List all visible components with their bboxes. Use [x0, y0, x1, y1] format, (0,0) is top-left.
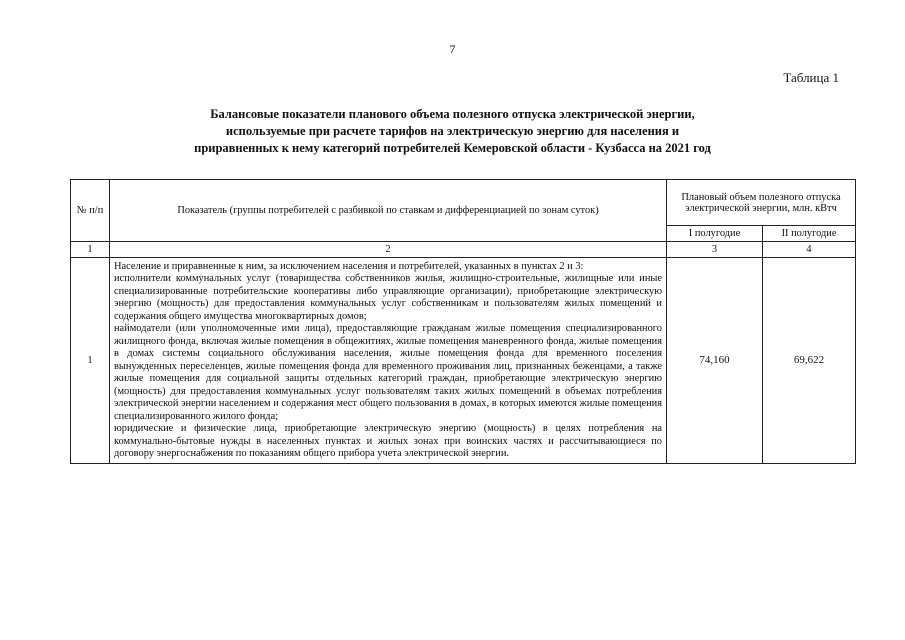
- header-half-1: I полугодие: [667, 226, 763, 242]
- column-number: 4: [763, 242, 856, 258]
- row-indicator-text: [110, 258, 667, 464]
- table-row: [71, 258, 856, 464]
- column-number: 2: [110, 242, 667, 258]
- header-no: № п/п: [71, 180, 110, 242]
- column-number: 1: [71, 242, 110, 258]
- value-half-1: 74,160: [667, 258, 763, 464]
- title-line: Балансовые показатели планового объема полезного отпуска электрической энергии,: [210, 107, 695, 121]
- title-line: используемые при расчете тарифов на электрическую энергию для населения и: [225, 124, 680, 138]
- header-half-2: II полугодие: [763, 226, 856, 242]
- column-number-row: [71, 242, 856, 258]
- document-title: [100, 106, 805, 157]
- table-header-row: [71, 180, 856, 226]
- row-number: 1: [71, 258, 110, 464]
- title-line: приравненных к нему категорий потребителей Кемеровской области - Кузбасса на 2021 год: [194, 141, 711, 155]
- indicator-paragraph: юридические и физические лица, приобретающие электрическую энергию (мощность) в целях потребления на коммунально-бытовые нужды в населенных пунктах и жилых зонах при воинских частях и рассчитывающиеся по договору энергоснабжения по показаниям общего прибора учета электрической энергии.: [114, 423, 662, 459]
- balance-table: [70, 179, 856, 464]
- header-indicator: Показатель (группы потребителей с разбивкой по ставкам и дифференциацией по зонам суток): [110, 180, 667, 242]
- page-number: 7: [449, 42, 456, 56]
- value-half-2: 69,622: [763, 258, 856, 464]
- header-volume: Плановый объем полезного отпуска электрической энергии, млн. кВтч: [667, 180, 856, 226]
- indicator-paragraph: исполнители коммунальных услуг (товарищества собственников жилья, жилищно-строительные, жилищные или иные специализированные потребительские кооперативы либо управляющие организации), приобретающие электрическую энергию (мощность) для предоставления коммунальных услуг собственникам и пользователям жилых помещений и содержания общего имущества многоквартирных домов;: [114, 273, 662, 322]
- table-label: Таблица 1: [783, 70, 839, 85]
- indicator-paragraph: наймодатели (или уполномоченные ими лица), предоставляющие гражданам жилые помещения специализированного жилищного фонда, включая жилые помещения в общежитиях, жилые помещения маневренного фонда, жилые помещения в домах системы социального обслуживания населения, жилые помещения фонда для временного поселения вынужденных переселенцев, жилые помещения фонда для временного проживания лиц, признанных беженцами, а также жилые помещения для социальной защиты отдельных категорий граждан, приобретающие электрическую энергию (мощность) для предоставления коммунальных услуг пользователям таких жилых помещений в объемах потребления электрической энергии населением и содержания мест общего пользования в домах, в которых имеются жилые помещения специализированного жилого фонда;: [114, 323, 662, 422]
- column-number: 3: [667, 242, 763, 258]
- indicator-paragraph: Население и приравненные к ним, за исключением населения и потребителей, указанных в пунктах 2 и 3:: [114, 261, 584, 272]
